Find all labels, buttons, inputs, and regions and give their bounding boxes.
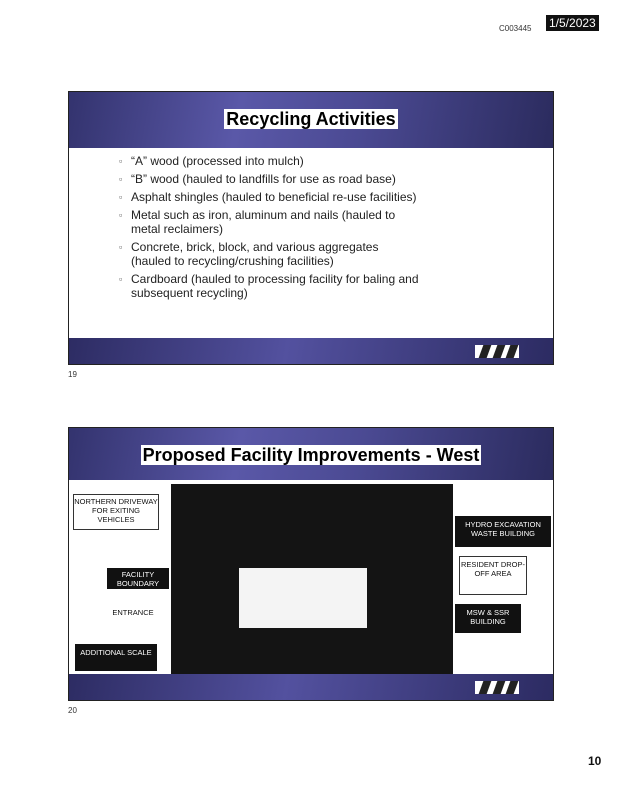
list-item: ▫ Cardboard (hauled to processing facility for baling and subsequent recycling) <box>119 272 419 300</box>
slide-recycling-activities <box>68 91 554 365</box>
page-number: 10 <box>588 754 602 768</box>
list-item: ▫ Concrete, brick, block, and various aggregates (hauled to recycling/crushing facilities) <box>119 240 379 268</box>
slide-footer <box>69 674 553 700</box>
label-resident-drop-off: RESIDENT DROP-OFF AREA <box>459 556 527 595</box>
slide-banner <box>69 428 553 480</box>
document-id: C003445 <box>499 24 532 33</box>
label-msw-building: MSW & SSR BUILDING <box>455 604 521 633</box>
label-entrance: ENTRANCE <box>112 608 154 617</box>
site-aerial-map <box>171 484 453 674</box>
slide-facility-improvements <box>68 427 554 701</box>
date-stamp: 1/5/2023 <box>546 15 599 31</box>
company-logo <box>475 345 519 358</box>
bullet-list <box>119 154 419 304</box>
list-item: ▫ Asphalt shingles (hauled to beneficial re-use facilities) <box>119 190 417 204</box>
site-plan-overlay <box>239 568 367 628</box>
slide-number: 19 <box>68 370 77 379</box>
label-additional-scale: ADDITIONAL SCALE <box>75 644 157 671</box>
list-item: ▫ “A” wood (processed into mulch) <box>119 154 304 168</box>
slide-number: 20 <box>68 706 77 715</box>
list-item: ▫ “B” wood (hauled to landfills for use as road base) <box>119 172 396 186</box>
slide-footer <box>69 338 553 364</box>
label-northern-driveway: NORTHERN DRIVEWAY FOR EXITING VEHICLES <box>73 494 159 530</box>
label-facility-boundary: FACILITY BOUNDARY <box>107 568 169 589</box>
slide-banner <box>69 92 553 148</box>
list-item: ▫ Metal such as iron, aluminum and nails (hauled to metal reclaimers) <box>119 208 396 236</box>
slide-title: Proposed Facility Improvements - West <box>142 445 480 465</box>
label-hydro-excavation: HYDRO EXCAVATION WASTE BUILDING <box>455 516 551 547</box>
company-logo <box>475 681 519 694</box>
slide-title: Recycling Activities <box>226 109 396 129</box>
